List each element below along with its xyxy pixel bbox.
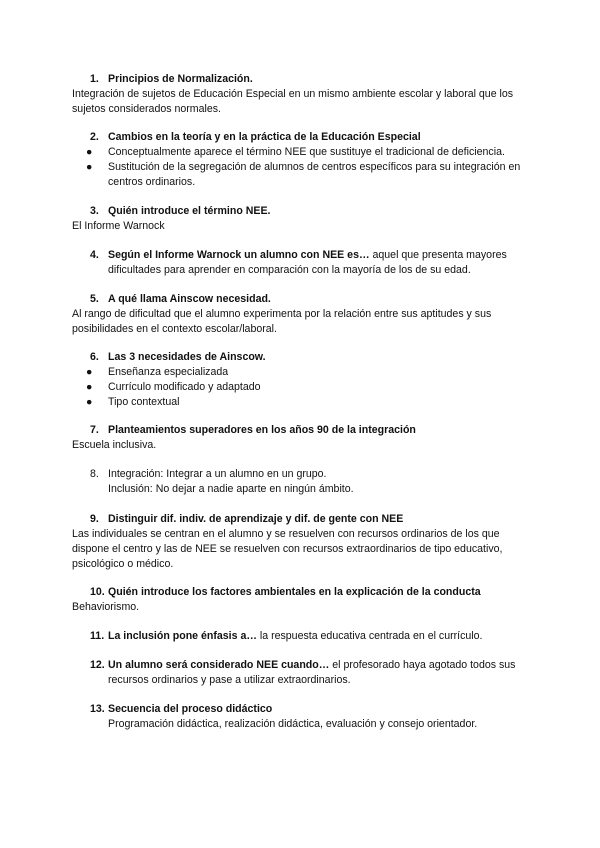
list-item	[72, 160, 532, 190]
section-1	[72, 72, 532, 117]
section-heading	[72, 72, 532, 87]
list-item-text: Conceptualmente aparece el término NEE que sustituye el tradicional de deficiencia.	[108, 146, 505, 158]
section-number: 11.	[90, 630, 105, 642]
section-13	[72, 702, 532, 732]
bullet-list	[72, 145, 532, 190]
section-3	[72, 204, 532, 234]
section-number: 3.	[90, 205, 99, 217]
bullet-icon: ●	[86, 366, 93, 378]
bullet-list	[72, 365, 532, 410]
section-number: 12.	[90, 659, 105, 671]
section-body: Integración de sujetos de Educación Especial en un mismo ambiente escolar y laboral que los sujetos considerados normales.	[72, 88, 514, 115]
section-heading	[72, 292, 532, 307]
section-number: 2.	[90, 131, 99, 143]
section-number: 6.	[90, 351, 99, 363]
bullet-icon: ●	[86, 146, 93, 158]
section-text: Integración: Integrar a un alumno en un grupo.	[108, 468, 327, 480]
section-title: Principios de Normalización.	[108, 73, 253, 85]
bullet-icon: ●	[86, 381, 93, 393]
section-title: Planteamientos superadores en los años 90 de la integración	[108, 424, 416, 436]
section-6	[72, 350, 532, 410]
section-line	[72, 467, 532, 482]
list-item-text: Tipo contextual	[108, 396, 180, 408]
section-title: Cambios en la teoría y en la práctica de la Educación Especial	[108, 131, 421, 143]
section-heading	[72, 204, 532, 219]
section-number: 8.	[90, 468, 99, 480]
list-item	[72, 145, 532, 160]
section-body: Behaviorismo.	[72, 601, 140, 613]
section-body: Al rango de dificultad que el alumno experimenta por la relación entre sus aptitudes y sus posibilidades en el contexto escolar/laboral.	[72, 308, 492, 335]
section-12	[72, 658, 532, 688]
list-item	[72, 380, 532, 395]
section-title: Distinguir dif. indiv. de aprendizaje y dif. de gente con NEE	[108, 513, 404, 525]
section-11	[72, 629, 532, 644]
section-heading	[72, 350, 532, 365]
bullet-icon: ●	[86, 396, 93, 408]
section-body: Escuela inclusiva.	[72, 439, 157, 451]
section-body: Las individuales se centran en el alumno y se resuelven con recursos ordinarios de los que dispone el centro y las de NEE se resuelven con recursos extraordinarios de tipo educativo, psicológico o médico.	[72, 528, 503, 570]
section-7	[72, 423, 532, 453]
list-item	[72, 365, 532, 380]
section-number: 4.	[90, 249, 99, 261]
section-title: Quién introduce el término NEE.	[108, 205, 271, 217]
section-heading	[72, 512, 532, 527]
section-body: El Informe Warnock	[72, 220, 165, 232]
list-item-text: Enseñanza especializada	[108, 366, 229, 378]
section-4	[72, 248, 532, 278]
section-heading	[72, 702, 532, 717]
section-title: La inclusión pone énfasis a…	[108, 630, 257, 642]
section-text: Inclusión: No dejar a nadie aparte en ningún ámbito.	[108, 483, 354, 495]
section-number: 7.	[90, 424, 99, 436]
section-title: Quién introduce los factores ambientales en la explicación de la conducta	[108, 586, 481, 598]
section-10	[72, 585, 532, 615]
section-title: Un alumno será considerado NEE cuando…	[108, 659, 330, 671]
list-item-text: Sustitución de la segregación de alumnos de centros específicos para su integración en centros ordinarios.	[108, 161, 521, 188]
list-item	[72, 395, 532, 410]
section-answer: aquel que presenta mayores dificultades para aprender en comparación con la mayoría de los de su edad.	[108, 249, 507, 276]
section-answer: el profesorado haya agotado todos sus recursos ordinarios y pase a utilizar extraordinarios.	[108, 659, 516, 686]
section-heading	[72, 248, 532, 278]
section-number: 5.	[90, 293, 99, 305]
section-answer: la respuesta educativa centrada en el currículo.	[256, 630, 483, 642]
section-heading	[72, 658, 532, 688]
section-2	[72, 130, 532, 190]
section-number: 1.	[90, 73, 99, 85]
section-5	[72, 292, 532, 337]
list-item-text: Currículo modificado y adaptado	[108, 381, 261, 393]
section-body: Programación didáctica, realización didáctica, evaluación y consejo orientador.	[108, 718, 478, 730]
bullet-icon: ●	[86, 161, 93, 173]
section-number: 10.	[90, 586, 105, 598]
section-heading	[72, 629, 532, 644]
section-number: 13.	[90, 703, 105, 715]
section-heading	[72, 585, 532, 600]
section-heading	[72, 423, 532, 438]
section-title: Secuencia del proceso didáctico	[108, 703, 273, 715]
section-8	[72, 467, 532, 497]
section-number: 9.	[90, 513, 99, 525]
section-title: Las 3 necesidades de Ainscow.	[108, 351, 266, 363]
section-heading	[72, 130, 532, 145]
section-9	[72, 512, 532, 572]
section-title: Según el Informe Warnock un alumno con NEE es…	[108, 249, 370, 261]
section-title: A qué llama Ainscow necesidad.	[108, 293, 271, 305]
